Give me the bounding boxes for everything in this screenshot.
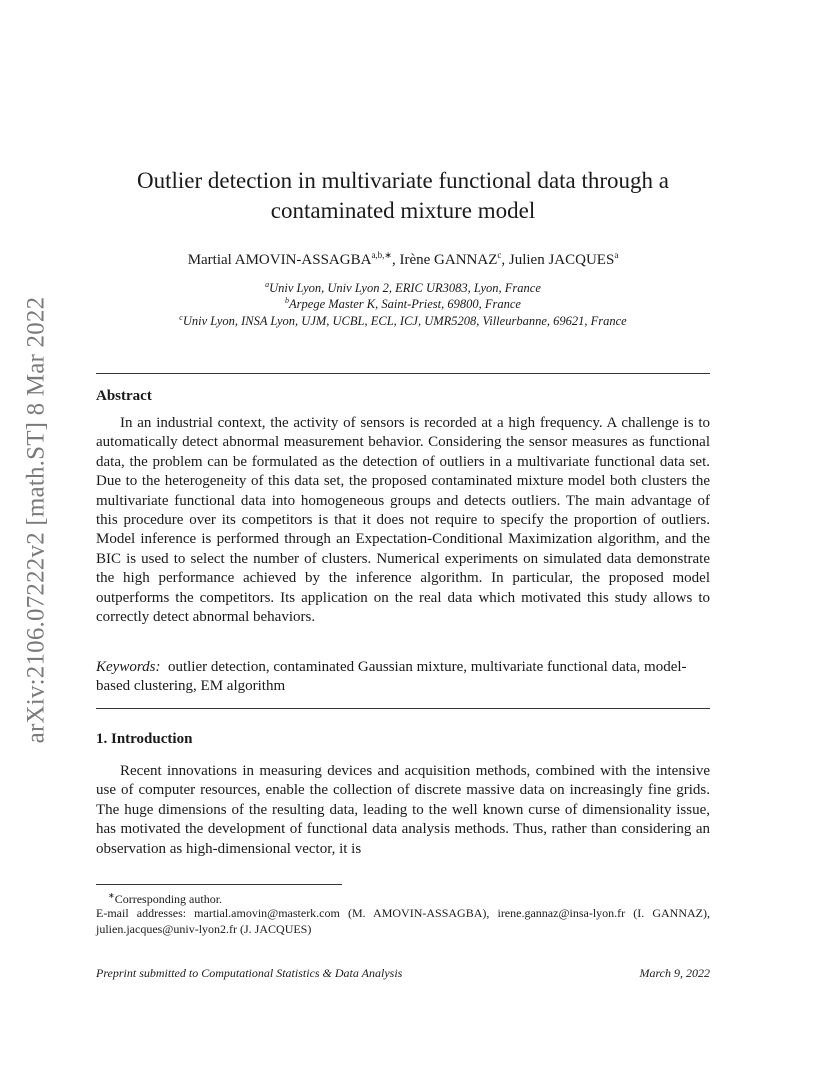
affiliation-text: Univ Lyon, Univ Lyon 2, ERIC UR3083, Lyon, France — [269, 281, 541, 296]
author-separator: , — [501, 252, 509, 268]
author-separator: , — [391, 252, 400, 268]
footnote-emails: E-mail addresses: martial.amovin@masterk.com (M. AMOVIN-ASSAGBA), irene.gannaz@insa-lyon.fr (I. GANNAZ), julien.jacques@univ-lyon2.fr (J. JACQUES) — [96, 906, 710, 936]
author-name: Julien JACQUES — [508, 252, 615, 268]
abstract-text: In an industrial context, the activity of sensors is recorded at a high frequency. A challenge is to automatically detect abnormal measurement behavior. Considering the sensor measures as functional data, the problem can be formulated as the detection of outliers in a multivariate functional data set. Due to the heterogeneity of this data set, the proposed contaminated mixture model both clusters the multivariate functional data into homogeneous groups and detects outliers. The main advantage of this procedure over its competitors is that it does not require to specify the proportion of outliers. Model inference is performed through an Expectation-Conditional Maximization algorithm, and the BIC is used to select the number of clusters. Numerical experiments on simulated data demonstrate the high performance achieved by the inference algorithm. In particular, the proposed model outperforms the competitors. Its application on the real data which motivated this study allows to correctly detect abnormal behaviors. — [96, 415, 710, 626]
affiliation — [96, 310, 710, 329]
author-name: Martial AMOVIN-ASSAGBA — [187, 252, 372, 268]
author-affiliation-marks: a,b,∗ — [371, 250, 392, 260]
preprint-footer — [96, 966, 710, 981]
author-name: Irène GANNAZ — [399, 252, 498, 268]
keywords-label: Keywords: — [96, 659, 161, 675]
corresponding-author-text: Corresponding author. — [114, 892, 223, 906]
author-list — [96, 246, 710, 269]
footnote-rule — [96, 884, 342, 885]
introduction-text: Recent innovations in measuring devices and acquisition methods, combined with the intensive use of computer resources, enable the collection of discrete massive data on increasingly fine grids. The huge dimensions of the resulting data, leading to the well known curse of dimensionality issue, has motivated the development of functional data analysis methods. Thus, rather than considering an observation as high-dimensional vector, it is — [96, 763, 710, 857]
author-affiliation-marks: c — [497, 250, 502, 260]
abstract-heading: Abstract — [96, 388, 152, 404]
affiliation-mark: b — [285, 296, 290, 305]
affiliation-text: Univ Lyon, INSA Lyon, UJM, UCBL, ECL, ICJ, UMR5208, Villeurbanne, 69621, France — [182, 314, 627, 329]
preprint-venue: Preprint submitted to Computational Statistics & Data Analysis — [96, 966, 403, 980]
footnote-mark: ∗ — [108, 891, 115, 900]
author-affiliation-marks: a — [614, 250, 619, 260]
keywords — [96, 658, 710, 697]
arxiv-identifier-text: arXiv:2106.07222v2 [math.ST] 8 Mar 2022 — [22, 296, 50, 744]
affiliation-mark: c — [179, 313, 183, 322]
preprint-date: March 9, 2022 — [639, 966, 710, 980]
keywords-text: outlier detection, contaminated Gaussian mixture, multivariate functional data, model-based clustering, EM algorithm — [96, 659, 687, 695]
affiliation-text: Arpege Master K, Saint-Priest, 69800, France — [289, 297, 521, 312]
abstract-top-rule — [96, 373, 710, 374]
arxiv-identifier — [16, 275, 56, 765]
affiliation-mark: a — [265, 280, 270, 289]
paper-title: Outlier detection in multivariate functional data through a contaminated mixture model — [136, 168, 670, 223]
introduction-heading: 1. Introduction — [96, 731, 193, 747]
abstract-bottom-rule — [96, 708, 710, 709]
